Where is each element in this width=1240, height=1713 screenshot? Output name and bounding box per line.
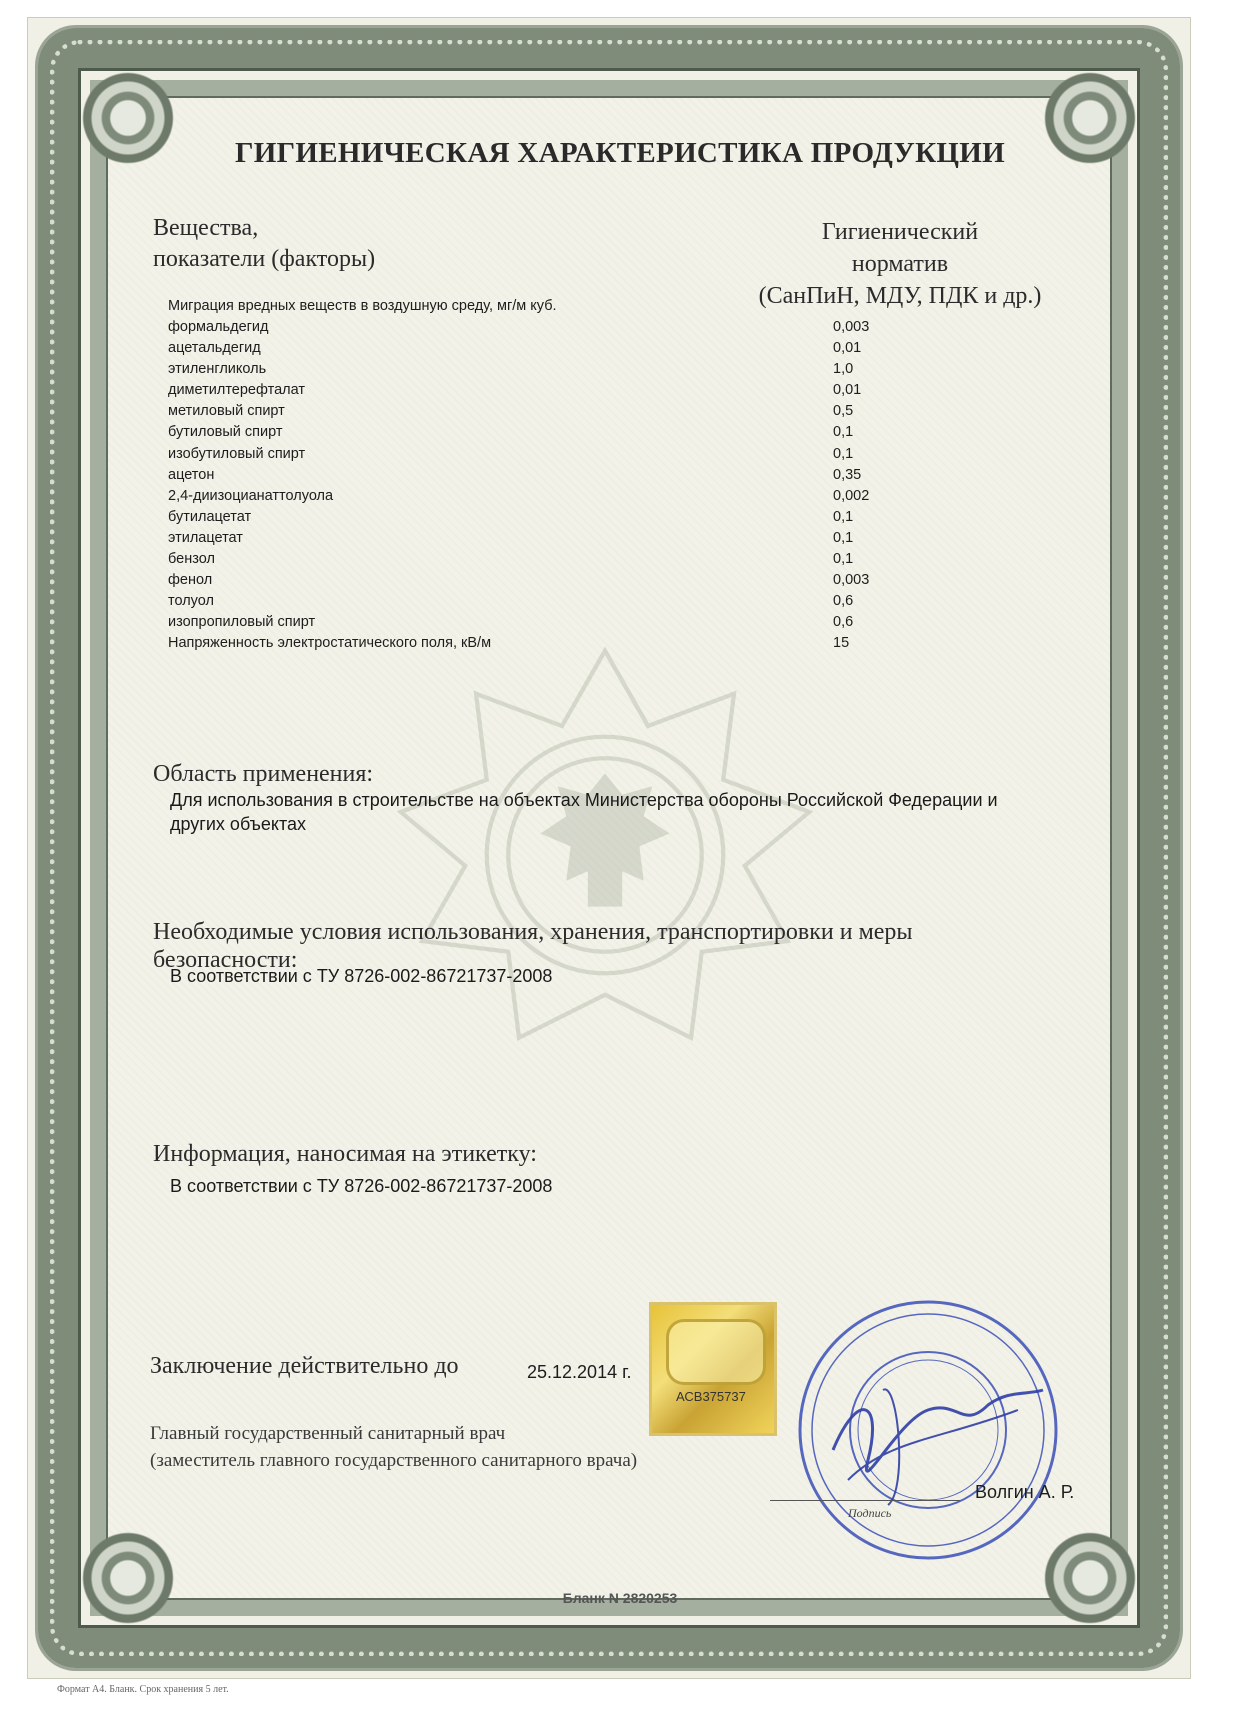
- conditions-text: В соответствии с ТУ 8726-002-86721737-2008: [170, 966, 553, 986]
- substance-norm: 0,1: [833, 424, 854, 441]
- substance-name: изопропиловый спирт: [168, 614, 316, 631]
- substance-norm: 0,01: [833, 382, 862, 399]
- substance-norm: 0,1: [833, 551, 854, 568]
- substance-name: изобутиловый спирт: [168, 445, 306, 462]
- table-row: [168, 444, 1068, 465]
- table-row: [168, 401, 1068, 422]
- table-row: [168, 528, 1068, 549]
- header-left-line2: показатели (факторы): [153, 246, 376, 272]
- doctor-title: [150, 1420, 637, 1474]
- substance-name: диметилтерефталат: [168, 382, 305, 399]
- substance-norm: 0,1: [833, 445, 854, 462]
- substance-norm: 15: [833, 635, 850, 652]
- substance-name: метиловый спирт: [168, 403, 285, 420]
- substance-name: Напряженность электростатического поля, кВ/м: [168, 635, 492, 652]
- form-number: Бланк N 2820253: [562, 1590, 678, 1606]
- table-row: [168, 507, 1068, 528]
- validity-date: 25.12.2014 г.: [527, 1362, 632, 1382]
- substance-norm: 0,003: [833, 319, 870, 335]
- table-row: [168, 549, 1068, 570]
- substance-name: формальдегид: [168, 319, 269, 335]
- substance-norm: 0,1: [833, 508, 854, 525]
- footer-note: Формат А4. Бланк. Срок хранения 5 лет.: [57, 1684, 229, 1695]
- application-line1: Для использования в строительстве на объектах Министерства обороны Российской Федерации и: [170, 790, 998, 810]
- header-right-line1: Гигиенический: [821, 219, 979, 245]
- substance-name: толуол: [168, 593, 214, 610]
- doctor-line2: (заместитель главного государственного санитарного врача): [150, 1450, 638, 1471]
- header-right-line2: норматив: [851, 251, 949, 277]
- table-row: [168, 570, 1068, 591]
- substances-table: [168, 317, 1068, 655]
- table-row: [168, 465, 1068, 486]
- substance-norm: 0,6: [833, 593, 854, 610]
- substance-name: 2,4-диизоцианаттолуола: [168, 487, 334, 504]
- application-line2: других объектах: [170, 814, 307, 834]
- substance-norm: 0,1: [833, 529, 854, 546]
- substance-name: ацетон: [168, 466, 215, 483]
- hologram-emblem-icon: [666, 1319, 766, 1385]
- substance-name: фенол: [168, 572, 213, 589]
- corner-ornament-icon: [68, 1518, 188, 1638]
- substance-name: бензол: [168, 551, 215, 568]
- substance-name: бутиловый спирт: [168, 424, 283, 441]
- validity-label: Заключение действительно до: [150, 1353, 459, 1379]
- table-row: [168, 338, 1068, 359]
- norm-column-header: [720, 216, 1080, 312]
- substance-name: бутилацетат: [168, 508, 252, 525]
- substance-norm: 0,003: [833, 572, 870, 589]
- table-row: [168, 380, 1068, 401]
- conditions-title-line2: безопасности:: [153, 947, 298, 973]
- substance-norm: 0,5: [833, 403, 854, 420]
- substance-norm: 0,6: [833, 614, 854, 631]
- header-left-line1: Вещества,: [153, 215, 259, 241]
- table-row: [168, 633, 1068, 654]
- migration-heading: Миграция вредных веществ в воздушную среду, мг/м куб.: [168, 298, 557, 314]
- official-stamp-icon: [788, 1290, 1068, 1570]
- signature-caption: Подпись: [848, 1506, 892, 1520]
- emblem-watermark-icon: [390, 640, 820, 1070]
- substance-norm: 0,01: [833, 340, 862, 357]
- application-text: [170, 788, 998, 836]
- table-row: [168, 486, 1068, 507]
- signer-name: Волгин А. Р.: [975, 1482, 1075, 1502]
- substance-norm: 0,35: [833, 466, 862, 483]
- substances-column-header: [153, 213, 375, 275]
- page-title: ГИГИЕНИЧЕСКАЯ ХАРАКТЕРИСТИКА ПРОДУКЦИИ: [235, 137, 1005, 169]
- doctor-line1: Главный государственный санитарный врач: [150, 1423, 506, 1444]
- application-title: Область применения:: [153, 761, 374, 787]
- table-row: [168, 359, 1068, 380]
- label-info-text: В соответствии с ТУ 8726-002-86721737-2008: [170, 1176, 553, 1196]
- header-right-line3: (СанПиН, МДУ, ПДК и др.): [758, 283, 1042, 309]
- substance-norm: 1,0: [833, 361, 854, 378]
- hologram-code: АСВ375737: [676, 1389, 746, 1404]
- substance-name: ацетальдегид: [168, 340, 261, 357]
- conditions-title-line1: Необходимые условия использования, хранения, транспортировки и меры: [153, 919, 913, 945]
- substance-norm: 0,002: [833, 487, 870, 504]
- hologram-sticker: [652, 1305, 774, 1433]
- table-row: [168, 591, 1068, 612]
- table-row: [168, 317, 1068, 338]
- substance-name: этилацетат: [168, 529, 243, 546]
- substance-name: этиленгликоль: [168, 361, 267, 378]
- table-row: [168, 612, 1068, 633]
- table-row: [168, 422, 1068, 443]
- label-info-title: Информация, наносимая на этикетку:: [153, 1141, 537, 1167]
- signature-line: [770, 1500, 960, 1501]
